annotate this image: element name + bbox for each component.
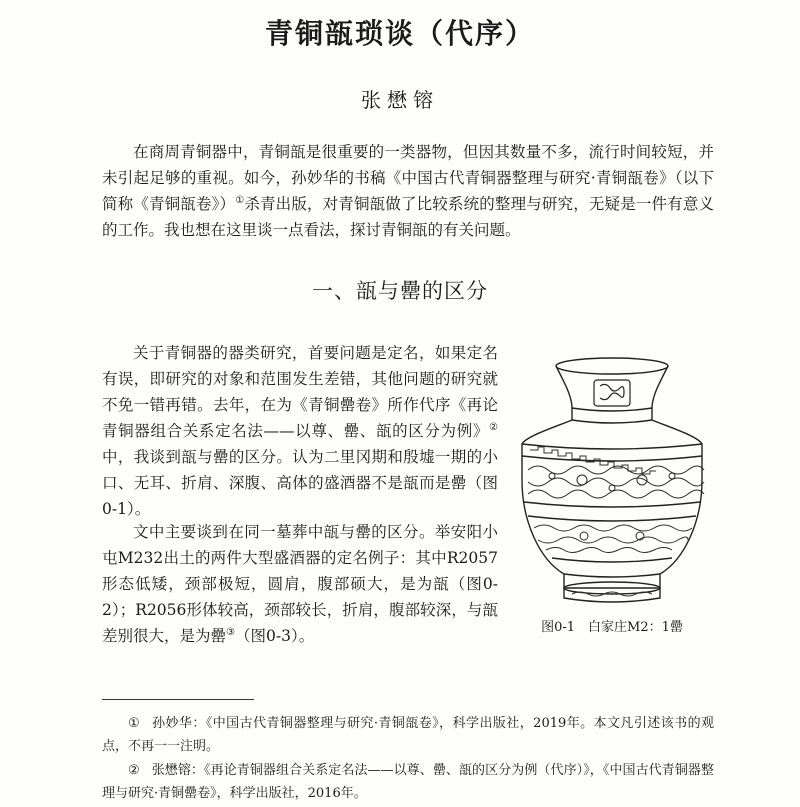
figure-bronze-lei-vessel — [512, 352, 712, 612]
footnote-ref-1[interactable]: ① — [235, 194, 245, 206]
footnote-1 — [102, 712, 714, 758]
footnote-2 — [102, 759, 714, 805]
page-title: 青铜瓿琐谈（代序） — [264, 17, 535, 50]
footnote-ref-2[interactable]: ② — [489, 421, 498, 433]
footnote-2-text: 张懋镕：《再论青铜器组合关系定名法——以尊、罍、瓿的区分为例（代序）》，《中国古代青铜器整理与研究·青铜罍卷》，科学出版社，2016年。 — [102, 763, 714, 801]
footnote-ref-3[interactable]: ③ — [226, 626, 235, 638]
footnote-divider — [102, 699, 254, 700]
section-heading: 一、瓿与罍的区分 — [312, 279, 488, 303]
body-paragraph-3: 文中主要谈到在同一墓葬中瓿与罍的区分。举安阳小屯M232出土的两件大型盛酒器的定名例子：其中R2057形态低矮，颈部极短，圆肩，腹部硕大，是为瓿（图0-2）；R2056形体较高，颈部较长，折肩，腹部较深，与瓿差别很大，是为罍③（图0-3）。 — [102, 523, 498, 645]
body-paragraph-2: 关于青铜器的器类研究，首要问题是定名，如果定名有误，即研究的对象和范围发生差错，其他问题的研究就不免一错再错。去年，在为《青铜罍卷》所作代序《再论青铜器组合关系定名法——以尊、罍、瓿的区分为例》②中，我谈到瓿与罍的区分。认为二里冈期和殷墟一期的小口、无耳、折肩、深腹、高体的盛酒器不是瓿而是罍（图0-1）。 — [102, 344, 498, 518]
footnote-1-text: 孙妙华：《中国古代青铜器整理与研究·青铜瓿卷》，科学出版社，2019年。本文凡引述该书的观点，不再一一注明。 — [102, 716, 715, 754]
figure-caption: 图0-1 白家庄M2：1罍 — [541, 620, 683, 635]
footnote-2-mark: ② — [128, 763, 140, 778]
intro-paragraph: 在商周青铜器中，青铜瓿是很重要的一类器物，但因其数量不多，流行时间较短，并未引起足够的重视。如今，孙妙华的书稿《中国古代青铜器整理与研究·青铜瓿卷》（以下简称《青铜瓿卷》）①杀青出版，对青铜瓿做了比较系统的整理与研究，无疑是一件有意义的工作。我也想在这里谈一点看法，探讨青铜瓿的有关问题。 — [102, 143, 714, 239]
lei-vessel-drawing — [512, 352, 712, 612]
footnote-1-mark: ① — [128, 716, 141, 731]
author-name: 张懋镕 — [361, 88, 439, 112]
